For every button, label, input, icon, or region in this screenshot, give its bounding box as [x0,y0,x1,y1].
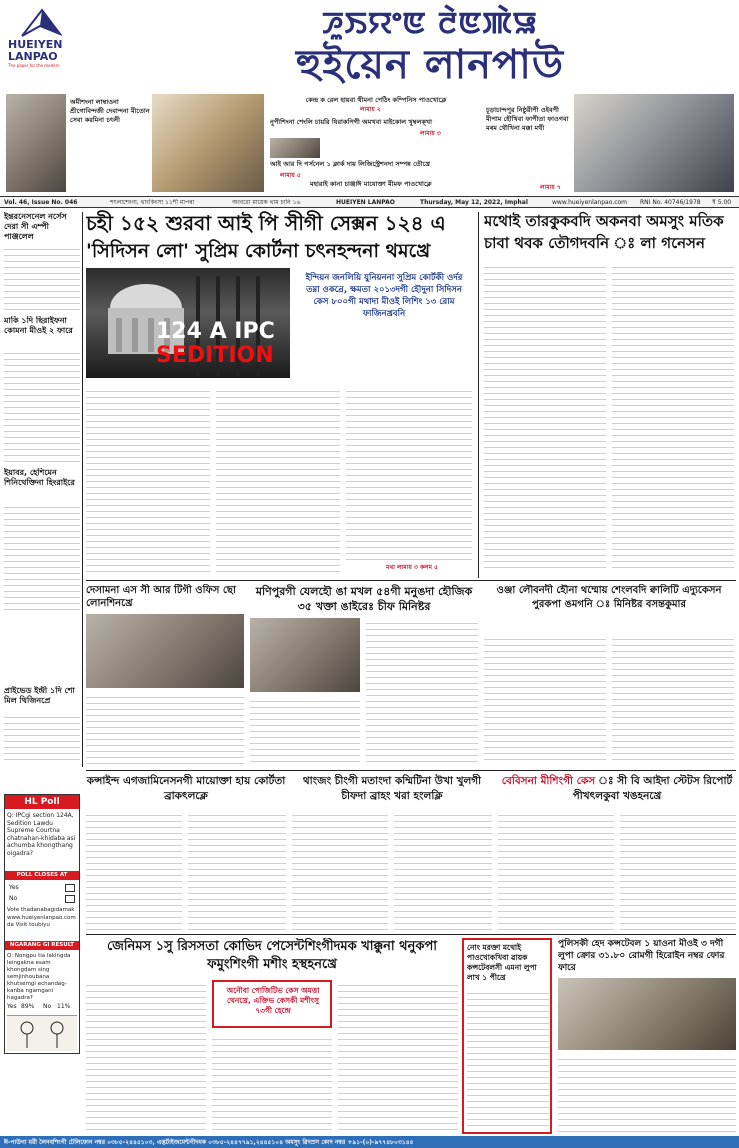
volume-issue: Vol. 46, Issue No. 046 [4,199,78,206]
teaser-right-page[interactable]: লামায় ৭ [540,184,561,191]
teaser-center-1[interactable]: কেন্দ্ৰ ক রেল হায়বা থীমনা পেঠিং কম্পিনিস পাওখোক্লে [305,96,447,104]
masthead-title-bengali: হুইয়েন লানপাউ [296,42,564,88]
teaser-center [270,94,482,192]
row2-story-b-body-1 [250,696,360,764]
row3-story-a-body-2 [188,810,286,930]
row2-story-c-body-2 [612,634,734,764]
row4-story-a-body-1 [86,980,206,1132]
footer-text: ঈ-পাউগা মরী লৈনবশিংগী টেলিফোন নম্বর ০৩৮৫-২৪৪৫১০৩, এদ্ভর্টাইজমেন্টগীদমক ০৩৮৫-২৪৪৭৭৯১,২৪৪৫১০৪ অমসুং ৱিদস্রস কোদ নম্বর +৯১-(০)-৯৭৭৪৮০৩১৪৫ [4,1139,414,1146]
poll-results-header: NGARANG GI RESULT [5,941,79,950]
row2-story-c [484,584,734,766]
lead-headline-line-1[interactable]: চহী ১৫২ শুরবা আই পি সীগী সেক্সন ১২৪ এ [86,211,446,235]
row2-story-a-body [86,692,244,764]
paper-name: HUEIYEN LANPAO [336,199,395,206]
row4-story-a-body-3 [338,980,458,1132]
poll-yes-label: Yes [9,884,19,891]
story-right-top-col-2 [612,262,734,572]
sidebar-story-1-headline[interactable]: ইন্তরনেসনেল নর্সেস দেরা সী এম্পী পাঞ্জলেল [4,212,67,241]
row3-story-b-body-1 [292,810,388,930]
row2-story-b-headline[interactable]: মণিপুরগী যেলহৌ ঙা মখল ৫৪গী মনুঙদা হৌজিক ৩৫ খক্তা ঙাইরেঃ চীফ মিনিষ্টর [255,585,473,613]
teaser-center-3[interactable]: আই আর দি পর্সনেল ১ ক্লার্ক দায় লিজিস্ট্রেশনদা সম্পন্ন তৌখ্রে [270,160,430,168]
poll-yes-result-label: Yes [7,1003,17,1010]
cartoon [7,1015,77,1051]
poll-no-label: No [9,895,18,902]
row3-story-a-headline[interactable]: কন্সাইন্দ এগজামিনেসনগী মায়োক্তা হায় কোর্টতা ব্রাকৎলক্লে [86,775,286,802]
poll-closes: POLL CLOSES AT MIDNIGHT [5,871,79,880]
lead-image[interactable] [86,268,290,378]
row2-story-a-photo[interactable] [86,614,244,688]
lead-body-col-1 [86,386,210,572]
teaser-left[interactable]: অমীশংনা লাম্বাওনা শ্রীগোবিন্দজী দেবান্দনা মীতোন সেবা করমিনা চৎলী [70,98,150,124]
teaser-photo-left[interactable] [6,94,66,192]
column-divider [478,212,479,578]
lead-jump[interactable]: মথা লামায় ৩ কলম ৫ [386,564,438,571]
cartoon-figure-icon [7,1016,77,1052]
sidebar-story-4-headline[interactable]: প্রাইভেড ইন্দ্রী ১দি শো মিল থিজিনপ্রে [4,686,75,705]
row3-story-b-body-2 [394,810,492,930]
row3-story-c-headline-rest: ঃ সী বি আইদা স্টেটস রিপোর্ট পীখৎলকুবা খঙহনখ্রে [572,775,733,802]
footer-bar [0,1136,739,1148]
row3-story-c-body-1 [498,810,614,930]
sidebar-story-4-body [4,712,80,762]
rni-number: RNI No. 40746/1978 [640,199,701,206]
logo-tagline: The paper for the modern [8,63,60,68]
row4-story-c [558,938,736,1134]
row-divider [86,770,736,771]
column-divider [82,212,83,767]
teaser-right[interactable]: চূড়াচান্দপুর নিষ্ঠুরীপী ওইবপী মীপাম হৌখিবা ফাপীতা ফাওগবা মৰম থৌখিনা মক্কা মথী [486,106,569,132]
row3-story-a [86,774,286,932]
teaser-row [0,92,739,194]
poll-yes-checkbox[interactable] [65,884,75,892]
row3-story-c-body-2 [620,810,736,930]
poll-vote-text[interactable]: Vote thadanabagidamak www.hueiyenlanpao.com da Visit toubiyu [7,907,76,928]
sidebar-story-1-body [4,244,80,312]
sidebar-story-2-headline[interactable]: মাকি ১দি ছিরাইফনা কোমনা মীওই ২ ফারে [4,316,73,335]
story-right-top-col-1 [484,262,606,572]
story-right-top-headline[interactable]: মথোই তারকুকবদি অকনবা অমসুং মতিক চাবা থবক তৌগদবনি ঃ লা গনেসন [484,212,724,252]
sidebar-story-3-body [4,502,80,614]
lead-image-caption-2: SEDITION [156,344,274,368]
row4-sub-box [212,980,332,1028]
row4-story-b-headline[interactable]: নোং মরক্তা মথোই পাওখোকখিবা ৱায়ক কন্সটেবলসী এমনা লুপা লাখ ১ পীখ্রে [467,943,537,982]
row3-story-a-body-1 [86,810,182,930]
row4-story-c-body [558,1054,736,1132]
row3-story-c-headline[interactable] [498,774,736,804]
row2-story-a [86,584,244,766]
teaser-center-1-page[interactable]: লামায় ২ [360,106,381,113]
logo [8,8,72,68]
row2-story-b [250,584,478,766]
left-sidebar [4,212,80,767]
sidebar-story-3-headline[interactable]: ইয়াবর, হেশিমেন শিনিথেক্তিনা হিংরাইরে [4,468,75,487]
dateline-bar [0,196,739,208]
bengali-date: অংবরো মায়েক থাম চানি ১৬ [232,199,301,206]
logo-word-hueiyen: HUEIYEN [8,38,63,51]
masthead [0,0,739,92]
meitei-date: শৎলাশেংনা, থাংকিংসা ১১শী মাপৰা [110,199,195,206]
poll-header: HL Poll [5,795,79,809]
sidebar-story-2-body [4,348,80,464]
poll-yes-pct: 89% [21,1003,35,1010]
lead-story [86,210,474,576]
teaser-photo-right[interactable] [574,94,734,192]
row3-story-c-headline-red: বেবিসনা মীশিংগী কেস [501,775,596,787]
dateline-date: Thursday, May 12, 2022, Imphal [420,199,528,206]
row2-story-b-photo[interactable] [250,618,360,692]
row2-story-b-body-2 [366,618,478,764]
row4-story-c-headline[interactable]: পুলিসকী হেদ কন্সটেবল ১ য়াওনা মীওই ৩ দগী লুপা ক্রোর ৩১.৮০ রোমগী হিরোইন নম্বর ফোর ফারে [558,939,725,973]
poll-no-pct: 11% [57,1003,71,1010]
logo-word-lanpao: LANPAO [8,50,58,63]
lead-pullquote: ইন্দিয়ন জনলিয়ি যুনিয়ননা সুপ্রিম কোর্টকী ওর্দর তম্না ওকন্রে, ক্ষমতা ২০১৩দগী হৌদুনা সিদিসন কেস ৮০০গী মথাদা মীওই লিশিং ১৩ রোম ফাজিনখ্রবনি [305,273,463,319]
story-right-top [484,210,734,578]
teaser-center-photo[interactable] [270,138,320,158]
poll-no-result-label: No [43,1003,52,1010]
row3-story-b-headline[interactable]: থাংজং চীংগী মতাংদা কম্মিটিনা উখা খুলগী চীফদা ব্রাহং খরা হংলক্লি [302,775,482,802]
teaser-center-2-page[interactable]: লামায় ৩ [420,130,441,137]
poll-question: Q: IPCgi section 124A, Sedition Lawdu Supreme Courtna chatnahan-khidaba asi achumba khongthang oigadra? [7,812,76,857]
teaser-center-3-page[interactable]: লামায় ৫ [280,172,301,179]
hl-poll [4,794,80,1054]
poll-result-question: Q: Nongpu tia lakingda leingakna esam khongdam sing semjinhoubana khutsemgi echandag-kanba ngamgani hagadra? [7,953,71,1001]
row4-story-c-photo[interactable] [558,978,736,1050]
lead-image-caption-1: 124 A IPC [156,320,275,344]
row2-story-a-headline[interactable]: দেসামনা এস সী আর টিগী ওফিস ছো লোনশিনখ্রে [86,585,236,609]
row2-story-c-headline[interactable]: ওঞ্জা লৌবনদী হৌনা থম্মোয় শেংলবদি ক্বালিটি এদ্যুকেসন পুরকপা ঙমগনি ঃ মিনিষ্টর বসন্তকুমার [496,585,722,610]
website[interactable]: www.hueiyenlanpao.com [552,199,628,206]
lead-headline-line-2[interactable]: 'সিদিসন লো' সুপ্রিম কোর্টনা চৎনহন্দনা থমখ্রে [86,240,431,262]
teaser-photo-center-left[interactable] [152,94,264,192]
row3-story-b [292,774,492,932]
bird-logo-icon [20,8,62,38]
lead-body-col-2 [216,386,340,572]
lead-body-col-3 [346,386,472,562]
poll-no-checkbox[interactable] [65,895,75,903]
price: ₹ 5.00 [712,199,732,206]
row4-story-a-headline[interactable]: জেনিমস ১সু রিসসতা কোভিদ পেসেন্টশিংগীদমক খাক্কুনা থনুকপা ফমুংশিংগী মশীং হস্থহনখ্রে [106,939,438,972]
row4-sub-box-text[interactable]: অনৌবা পোজিটিভ কেস অমত্তা থেনখ্রে, এক্তিভ কেসকী মশীংসু ৭৩গী হেন্দ্রে [226,986,320,1015]
row4-story-a [86,938,458,1134]
row-divider [86,580,736,581]
teaser-center-2[interactable]: নুপীশিংনা শেংলি চায়রি যিরাকপিগী অমখবা মাইকোল খুম্বলক্খা [270,118,433,126]
row4-story-a-body-2 [212,1034,332,1132]
masthead-title-meitei: ꯍꯨꯏꯌꯦꯟ ꯂꯥꯟꯄꯥꯎ [322,6,538,41]
row4-story-b-body [467,988,549,1130]
row2-story-c-body-1 [484,634,606,764]
row-divider [86,934,736,935]
row4-story-b [462,938,552,1134]
teaser-center-4[interactable]: মহারাই কানা চাঞ্জাঈ মাযোক্তা মীমফ পাওখোক্লে [310,180,432,188]
row3-story-c [498,774,736,932]
